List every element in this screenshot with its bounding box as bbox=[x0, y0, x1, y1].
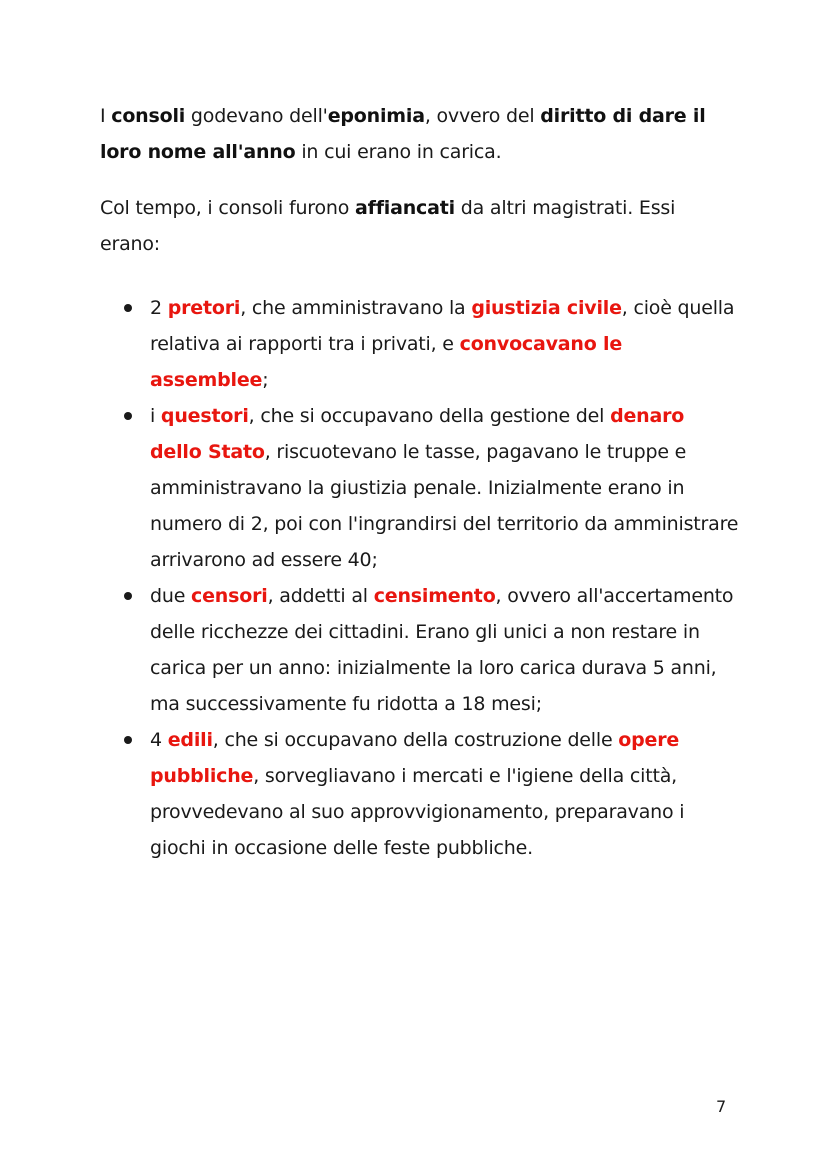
text-span: , cioè quella relativa ai rapporti tra i privati, e bbox=[150, 297, 735, 355]
list-item-censori bbox=[150, 578, 740, 722]
text-span: , che amministravano la bbox=[240, 297, 472, 319]
text-span: da altri magistrati. Essi erano: bbox=[100, 197, 676, 255]
text-span: , ovvero del bbox=[424, 105, 541, 127]
paragraph-affiancati bbox=[100, 190, 740, 262]
bold-term-eponimia: eponimia bbox=[327, 105, 425, 127]
paragraph-consoli bbox=[100, 98, 740, 170]
bold-term-affiancati: affiancati bbox=[355, 197, 455, 219]
text-span: , sorvegliavano i mercati e l'igiene della città, provvedevano al suo approvvigionamento, preparavano i giochi in occasione delle feste pubbliche. bbox=[150, 765, 685, 859]
highlight-term: censimento bbox=[373, 585, 496, 607]
bullet-icon bbox=[124, 304, 132, 312]
bullet-icon bbox=[124, 592, 132, 600]
text-span: I bbox=[100, 105, 112, 127]
highlight-term: edili bbox=[167, 729, 213, 751]
text-span: , addetti al bbox=[267, 585, 374, 607]
text-span: 4 bbox=[150, 729, 168, 751]
text-span: 2 bbox=[150, 297, 168, 319]
bold-term-consoli: consoli bbox=[111, 105, 186, 127]
list-item-questori bbox=[150, 398, 740, 578]
highlight-term: pretori bbox=[167, 297, 241, 319]
highlight-term: convocavano le assemblee bbox=[150, 333, 623, 391]
text-span: due bbox=[150, 585, 192, 607]
text-span: , riscuotevano le tasse, pagavano le truppe e amministravano la giustizia penale. Inizialmente erano in numero di 2, poi con l'ingrandirsi del territorio da amministrare arrivarono ad essere 40; bbox=[150, 441, 739, 571]
magistrates-list bbox=[100, 290, 740, 866]
list-item-edili bbox=[150, 722, 740, 866]
list-item-pretori bbox=[150, 290, 740, 398]
page-content bbox=[100, 98, 740, 866]
highlight-term: denaro dello Stato bbox=[150, 405, 685, 463]
bold-term-diritto: diritto di dare il loro nome all'anno bbox=[100, 105, 706, 163]
bullet-icon bbox=[124, 412, 132, 420]
highlight-term: opere pubbliche bbox=[150, 729, 680, 787]
text-span: , ovvero all'accertamento delle ricchezze dei cittadini. Erano gli unici a non restare in carica per un anno: inizialmente la loro carica durava 5 anni, ma successivamente fu ridotta a 18 mesi; bbox=[150, 585, 734, 715]
highlight-term: censori bbox=[191, 585, 268, 607]
text-span: i bbox=[150, 405, 161, 427]
text-span: ; bbox=[262, 369, 269, 391]
text-span: , che si occupavano della costruzione delle bbox=[212, 729, 619, 751]
text-span: Col tempo, i consoli furono bbox=[100, 197, 356, 219]
text-span: godevano dell' bbox=[185, 105, 328, 127]
text-span: , che si occupavano della gestione del bbox=[248, 405, 611, 427]
text-span: in cui erano in carica. bbox=[295, 141, 502, 163]
highlight-term: questori bbox=[160, 405, 249, 427]
bullet-icon bbox=[124, 736, 132, 744]
highlight-term: giustizia civile bbox=[471, 297, 622, 319]
page-number: 7 bbox=[716, 1097, 727, 1116]
